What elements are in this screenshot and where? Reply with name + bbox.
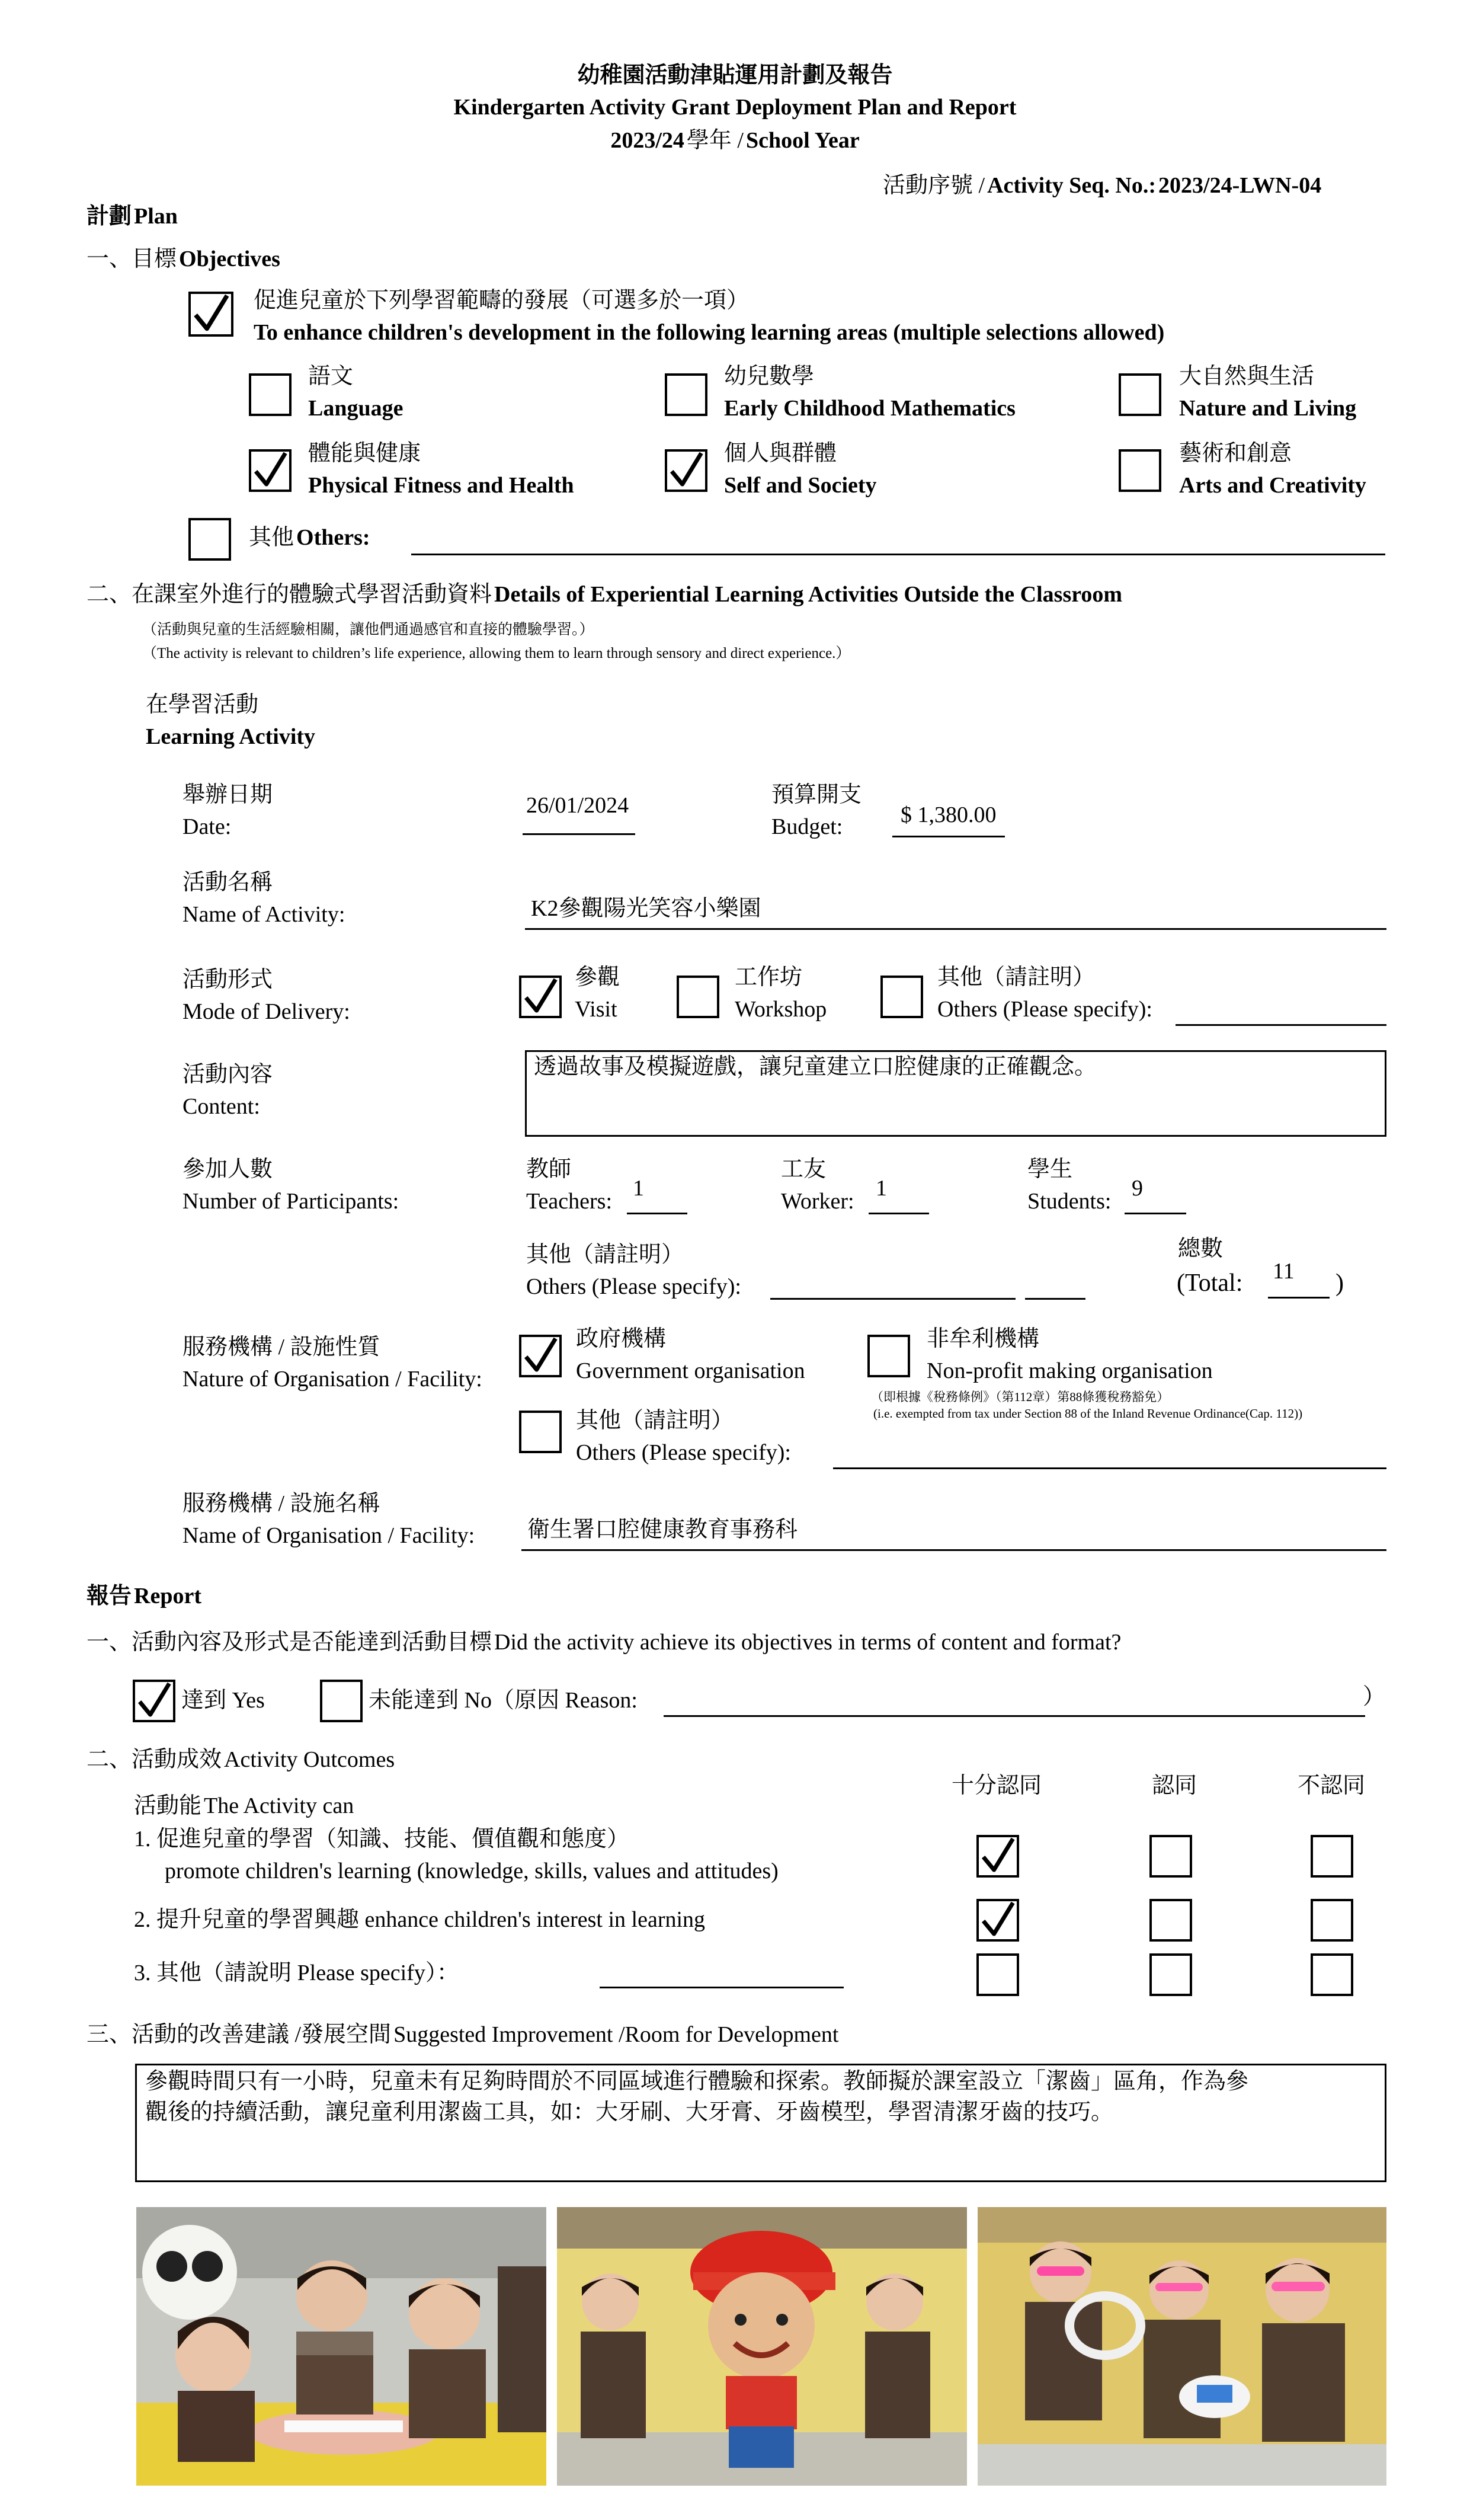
date-value[interactable]: 26/01/2024 <box>526 793 629 818</box>
date-en: Date: <box>182 814 232 839</box>
students-value[interactable]: 9 <box>1132 1176 1143 1201</box>
report-reason-line[interactable] <box>664 1715 1365 1717</box>
outcome-3 <box>134 1959 459 1987</box>
plan-heading-en: Plan <box>134 204 178 229</box>
activity-name-value[interactable]: K2參觀陽光笑容小樂園 <box>531 896 761 921</box>
details-note-zh: （活動與兒童的生活經驗相關，讓他們通過感官和直接的體驗學習。） <box>142 622 594 638</box>
objectives-heading <box>87 245 280 273</box>
objective-others-en: Others: <box>296 525 370 550</box>
org-nonprofit-en: Non-profit making organisation <box>927 1358 1213 1383</box>
scale-disagree: 不認同 <box>1298 1773 1366 1798</box>
school-year-en: School Year <box>745 128 860 153</box>
outcome-3-specify-en: Please specify <box>297 1961 425 1985</box>
org-name-zh: 服務機構 / 設施名稱 <box>182 1491 380 1516</box>
report-q1-zh: 一、活動內容及形式是否能達到活動目標 <box>87 1630 492 1655</box>
mode-en: Mode of Delivery: <box>182 999 350 1024</box>
worker-en: Worker: <box>781 1189 854 1214</box>
area-arts-zh: 藝術和創意 <box>1179 441 1292 466</box>
report-heading-en: Report <box>134 1584 201 1608</box>
objective-others-label <box>249 524 370 551</box>
report-q1-en: Did the activity achieve its objectives in terms of content and format? <box>494 1630 1122 1655</box>
activity-name-line <box>525 928 1386 930</box>
report-no-en: No <box>464 1688 492 1713</box>
teachers-zh: 教師 <box>526 1157 572 1182</box>
area-fitness-checkbox[interactable] <box>249 449 292 492</box>
org-others-en: Others (Please specify): <box>576 1440 791 1465</box>
org-nonprofit-zh: 非牟利機構 <box>927 1326 1040 1351</box>
participants-others-zh: 其他（請註明） <box>526 1242 684 1267</box>
budget-en: Budget: <box>771 814 843 839</box>
area-arts-checkbox[interactable] <box>1119 449 1161 492</box>
details-note-en: （The activity is relevant to children’s life experience, allowing them to learn through sensory and direct experience.） <box>142 645 851 661</box>
outcome-1-agree-checkbox[interactable] <box>1149 1835 1192 1878</box>
report-reason-open: （原因 <box>491 1688 559 1713</box>
org-government-zh: 政府機構 <box>576 1326 667 1351</box>
area-fitness-en: Physical Fitness and Health <box>308 473 574 498</box>
school-year-zh: 學年 / <box>686 128 744 153</box>
area-language-en: Language <box>308 396 403 421</box>
mode-zh: 活動形式 <box>182 967 273 992</box>
report-yes-label <box>181 1687 265 1714</box>
teachers-value[interactable]: 1 <box>633 1176 644 1201</box>
students-zh: 學生 <box>1027 1157 1073 1182</box>
org-others-line[interactable] <box>833 1467 1386 1469</box>
report-yes-zh: 達到 <box>181 1688 227 1713</box>
area-language-checkbox[interactable] <box>249 373 292 416</box>
total-value[interactable]: 11 <box>1273 1259 1295 1284</box>
outcome-3-specify-zh: （請說明 <box>201 1961 292 1985</box>
total-line <box>1268 1297 1330 1299</box>
mode-workshop-en: Workshop <box>735 997 827 1022</box>
school-year-value: 2023/24 <box>610 128 684 153</box>
content-box[interactable] <box>525 1050 1386 1137</box>
students-en: Students: <box>1027 1189 1112 1214</box>
mode-others-en: Others (Please specify): <box>937 997 1152 1022</box>
outcome-3-line[interactable] <box>600 1987 844 1988</box>
participants-others-en: Others (Please specify): <box>526 1274 741 1299</box>
org-others-zh: 其他（請註明） <box>576 1408 734 1433</box>
objective-main-en: To enhance children's development in the following learning areas (multiple selections allowed) <box>254 320 1165 345</box>
form-title-en: Kindergarten Activity Grant Deployment Plan and Report <box>453 95 1017 120</box>
area-language-zh: 語文 <box>308 364 354 389</box>
scale-agree: 認同 <box>1152 1773 1197 1798</box>
outcome-3-disagree-checkbox[interactable] <box>1311 1953 1353 1996</box>
nonprofit-note-zh: （即根據《稅務條例》（第112章）第88條獲稅務豁免） <box>871 1390 1170 1404</box>
date-zh: 舉辦日期 <box>182 782 273 807</box>
objectives-heading-en: Objectives <box>179 247 280 271</box>
participants-en: Number of Participants: <box>182 1189 399 1214</box>
report-no-zh: 未能達到 <box>369 1688 459 1713</box>
activity-name-zh: 活動名稱 <box>182 870 273 895</box>
learning-activity-zh: 在學習活動 <box>146 692 259 717</box>
mode-others-line[interactable] <box>1176 1024 1386 1026</box>
area-society-checkbox[interactable] <box>665 449 707 492</box>
outcome-3-num: 3. <box>134 1961 151 1985</box>
details-heading <box>87 581 1122 608</box>
org-name-value[interactable]: 衛生署口腔健康教育事務科 <box>527 1517 798 1542</box>
improve-heading <box>87 2021 838 2048</box>
participants-others-line[interactable] <box>770 1298 1016 1300</box>
objective-main-checkbox[interactable] <box>188 292 233 337</box>
area-nature-zh: 大自然與生活 <box>1179 364 1315 389</box>
org-nature-zh: 服務機構 / 設施性質 <box>182 1335 380 1360</box>
org-name-en: Name of Organisation / Facility: <box>182 1523 475 1548</box>
form-title-zh: 幼稚園活動津貼運用計劃及報告 <box>577 63 893 88</box>
area-society-en: Self and Society <box>724 473 877 498</box>
objective-main-zh: 促進兒童於下列學習範疇的發展（可選多於一項） <box>254 288 750 313</box>
objectives-heading-zh: 一、目標 <box>87 247 177 271</box>
improve-heading-zh: 三、活動的改善建議 /發展空間 <box>87 2022 392 2047</box>
total-en: (Total: <box>1177 1269 1243 1297</box>
scale-strongly-agree: 十分認同 <box>952 1773 1042 1798</box>
mode-visit-zh: 參觀 <box>575 965 620 990</box>
outcome-2-en: enhance children's interest in learning <box>364 1907 706 1932</box>
content-zh: 活動內容 <box>182 1062 273 1087</box>
details-heading-zh: 二、在課室外進行的體驗式學習活動資料 <box>87 582 492 607</box>
improve-line-1: 參觀時間只有一小時，兒童未有足夠時間於不同區域進行體驗和探索。教師擬於課室設立「潔齒」區角，作為參 <box>145 2069 1249 2094</box>
objective-others-checkbox[interactable] <box>188 518 231 561</box>
report-yes-checkbox[interactable] <box>133 1680 175 1722</box>
outcome-2-zh: 提升兒童的學習興趣 <box>156 1907 360 1932</box>
report-yes-en: Yes <box>232 1688 265 1713</box>
mode-workshop-zh: 工作坊 <box>735 965 803 990</box>
report-no-label <box>369 1687 638 1714</box>
objective-others-line[interactable] <box>411 554 1385 555</box>
org-name-line <box>521 1549 1386 1551</box>
report-heading-zh: 報告 <box>87 1584 132 1608</box>
outcome-2-num: 2. <box>134 1907 151 1932</box>
photo-children-brushing-practice <box>978 2207 1386 2486</box>
org-others-checkbox[interactable] <box>519 1411 562 1453</box>
outcomes-heading <box>87 1746 395 1773</box>
learning-activity-en: Learning Activity <box>146 724 316 749</box>
content-en: Content: <box>182 1094 260 1119</box>
objective-others-zh: 其他 <box>249 525 294 550</box>
outcome-1-en: promote children's learning (knowledge, skills, values and attitudes) <box>165 1859 779 1883</box>
outcomes-heading-zh: 二、活動成效 <box>87 1747 222 1772</box>
students-line <box>1125 1213 1186 1214</box>
org-government-checkbox[interactable] <box>519 1335 562 1377</box>
activity-seq <box>883 172 1321 199</box>
mode-visit-checkbox[interactable] <box>519 976 562 1018</box>
outcome-1-zh: 促進兒童的學習（知識、技能、價值觀和態度） <box>156 1827 630 1851</box>
report-reason-label: Reason: <box>565 1688 638 1713</box>
plan-heading-zh: 計劃 <box>87 204 132 229</box>
photo-children-with-mascot <box>557 2207 967 2486</box>
activity-can-en: The Activity can <box>204 1793 354 1818</box>
outcome-2-strongly-agree-checkbox[interactable] <box>976 1899 1019 1942</box>
improve-box[interactable] <box>135 2064 1386 2182</box>
activity-seq-label-zh: 活動序號 / <box>883 173 985 198</box>
outcome-1 <box>134 1825 629 1853</box>
budget-line <box>892 836 1005 837</box>
date-line <box>523 833 635 835</box>
activity-name-en: Name of Activity: <box>182 902 345 927</box>
area-mathematics-en: Early Childhood Mathematics <box>724 396 1016 421</box>
worker-zh: 工友 <box>781 1157 827 1182</box>
report-q1 <box>87 1629 1121 1656</box>
area-arts-en: Arts and Creativity <box>1179 473 1366 498</box>
activity-can <box>134 1792 354 1819</box>
teachers-line <box>627 1213 687 1214</box>
report-no-checkbox[interactable] <box>320 1680 363 1722</box>
mode-others-zh: 其他（請註明） <box>937 965 1096 990</box>
total-close: ) <box>1336 1269 1344 1297</box>
worker-value[interactable]: 1 <box>876 1176 887 1201</box>
outcome-2 <box>134 1906 705 1933</box>
outcome-3-specify-close: ）： <box>425 1961 459 1985</box>
participants-zh: 參加人數 <box>182 1157 273 1182</box>
mode-others-checkbox[interactable] <box>880 976 923 1018</box>
area-nature-checkbox[interactable] <box>1119 373 1161 416</box>
improve-heading-en: Suggested Improvement /Room for Development <box>393 2022 839 2047</box>
teachers-en: Teachers: <box>526 1189 613 1214</box>
outcome-1-num: 1. <box>134 1827 151 1851</box>
org-government-en: Government organisation <box>576 1358 805 1383</box>
area-mathematics-zh: 幼兒數學 <box>724 364 815 389</box>
outcome-2-agree-checkbox[interactable] <box>1149 1899 1192 1942</box>
plan-heading <box>87 203 178 230</box>
report-heading <box>87 1582 201 1610</box>
outcomes-heading-en: Activity Outcomes <box>224 1747 395 1772</box>
area-society-zh: 個人與群體 <box>724 441 837 466</box>
content-value: 透過故事及模擬遊戲，讓兒童建立口腔健康的正確觀念。 <box>534 1054 1097 1079</box>
participants-others-count-line[interactable] <box>1025 1298 1085 1300</box>
outcome-3-strongly-agree-checkbox[interactable] <box>976 1953 1019 1996</box>
details-heading-en: Details of Experiential Learning Activities Outside the Classroom <box>494 582 1123 607</box>
mode-visit-en: Visit <box>575 997 617 1022</box>
org-nature-en: Nature of Organisation / Facility: <box>182 1367 482 1392</box>
worker-line <box>869 1213 929 1214</box>
outcome-2-disagree-checkbox[interactable] <box>1311 1899 1353 1942</box>
improve-line-2: 觀後的持續活動，讓兒童利用潔齒工具，如：大牙刷、大牙膏、牙齒模型，學習清潔牙齒的技巧。 <box>145 2100 1114 2125</box>
mode-workshop-checkbox[interactable] <box>677 976 719 1018</box>
activity-seq-value: 2023/24-LWN-04 <box>1158 173 1322 198</box>
budget-value[interactable]: $ 1,380.00 <box>901 802 997 827</box>
activity-seq-label-en: Activity Seq. No.: <box>987 173 1157 198</box>
outcome-1-strongly-agree-checkbox[interactable] <box>976 1835 1019 1878</box>
nonprofit-note-en: (i.e. exempted from tax under Section 88 of the Inland Revenue Ordinance(Cap. 112)) <box>873 1406 1303 1421</box>
outcome-1-disagree-checkbox[interactable] <box>1311 1835 1353 1878</box>
org-nonprofit-checkbox[interactable] <box>867 1335 910 1377</box>
school-year <box>0 127 1470 154</box>
area-nature-en: Nature and Living <box>1179 396 1357 421</box>
report-reason-close: ） <box>1363 1684 1386 1709</box>
activity-can-zh: 活動能 <box>134 1793 202 1818</box>
photo-children-with-teeth-model <box>136 2207 546 2486</box>
area-fitness-zh: 體能與健康 <box>308 441 421 466</box>
total-zh: 總數 <box>1178 1236 1224 1261</box>
outcome-3-agree-checkbox[interactable] <box>1149 1953 1192 1996</box>
outcome-3-zh: 其他 <box>156 1961 202 1985</box>
budget-zh: 預算開支 <box>771 782 862 807</box>
area-mathematics-checkbox[interactable] <box>665 373 707 416</box>
